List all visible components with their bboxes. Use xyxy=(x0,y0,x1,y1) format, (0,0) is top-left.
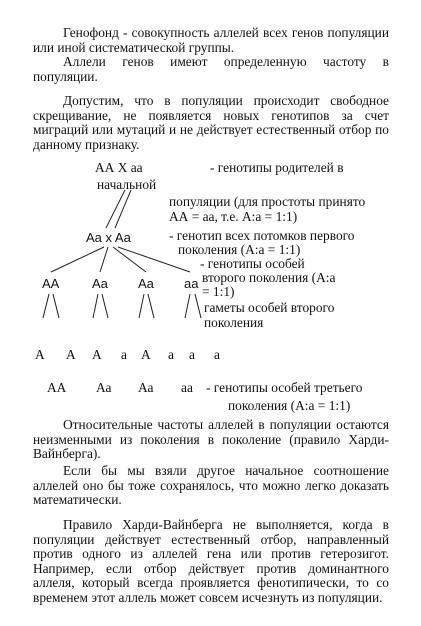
parents-note-line1: - генотипы родителей в xyxy=(210,160,344,175)
f2-genotype-4: aa xyxy=(184,276,199,291)
paragraph-genepool: Генофонд - совокупность аллелей всех генов популяции или иной систематической группы. xyxy=(33,25,389,55)
paragraph-selection: Правило Харди-Вайнберга не выполняется, когда в популяции действует естественный отбор, направленный против одного из аллелей гена или против гетерозигот. Например, если отбор действует против доминантного аллеля, который всегда проявляется фенотипически, то со временем этот аллель может совсем исчезнуть из популяции. xyxy=(33,517,389,605)
f2-genotype-2: Aa xyxy=(92,276,108,291)
parents-note-line2: начальной xyxy=(97,177,157,192)
f2-note-line2: второго поколения (А:а xyxy=(202,270,336,285)
paragraph-other-ratio: Если бы мы взяли другое начальное соотношение аллелей оно бы тоже сохранялось, что можно легко доказать математически. xyxy=(33,463,389,508)
f1-genotypes: Aa x Aa xyxy=(86,230,131,245)
line-gamete-3 xyxy=(93,294,98,318)
gamete-3: А xyxy=(92,347,102,362)
paragraph-assumptions: Допустим, что в популяции происходит свободное скрещивание, не появляется новых генотипов за счет миграций или мутаций и не действует естественный отбор по данному признаку. xyxy=(33,93,389,152)
f3-genotype-4: аа xyxy=(181,380,193,395)
f2-genotype-3: Aa xyxy=(138,276,154,291)
line-gamete-1 xyxy=(43,294,49,318)
line-gamete-4 xyxy=(102,294,108,318)
f3-genotype-2: Аа xyxy=(96,380,112,395)
line-parent-left xyxy=(106,190,125,228)
gamete-7: а xyxy=(189,347,195,362)
gamete-4: а xyxy=(121,347,127,362)
line-f1-aa1 xyxy=(51,247,104,272)
gametes-note-line1: гаметы особей второго xyxy=(204,300,335,315)
line-gamete-2 xyxy=(53,294,59,318)
f3-genotype-1: АА xyxy=(47,380,67,395)
line-gamete-8 xyxy=(195,294,201,318)
parents-genotypes: АА Х аа xyxy=(95,160,143,175)
f3-note-line2: поколения (А:а = 1:1) xyxy=(228,398,351,413)
parents-note-line3: популяции (для простоты принято xyxy=(169,194,366,209)
gamete-8: а xyxy=(214,347,220,362)
f2-note-line1: - генотипы особей xyxy=(200,256,305,271)
f3-genotype-3: Аа xyxy=(138,380,154,395)
gamete-5: А xyxy=(141,347,151,362)
line-f1-aa2 xyxy=(100,247,108,272)
paragraph-allele-frequency: Аллели генов имеют определенную частоту в популяции. xyxy=(33,54,389,84)
gamete-6: а xyxy=(168,347,174,362)
line-gamete-5 xyxy=(139,294,144,318)
line-parent-right xyxy=(115,190,131,228)
f1-note-line2: поколения (А:а = 1:1) xyxy=(178,242,301,257)
f2-genotype-1: AA xyxy=(42,276,60,291)
f2-note-line3: = 1:1) xyxy=(202,284,235,299)
line-gamete-6 xyxy=(148,294,154,318)
gamete-1: А xyxy=(35,347,45,362)
gametes-note-line2: поколения xyxy=(204,315,264,330)
paragraph-hardy-weinberg: Относительные частоты аллелей в популяции остаются неизменными из поколения в поколение (правило Харди-Вайнберга). xyxy=(33,417,389,462)
gamete-2: А xyxy=(66,347,76,362)
parents-note-line4: АА = аа, т.е. А:а = 1:1) xyxy=(169,209,298,224)
line-gamete-7 xyxy=(185,294,190,318)
f3-note-line1: - генотипы особей третьего xyxy=(206,380,363,395)
f1-note-line1: - генотип всех потомков первого xyxy=(169,228,355,243)
